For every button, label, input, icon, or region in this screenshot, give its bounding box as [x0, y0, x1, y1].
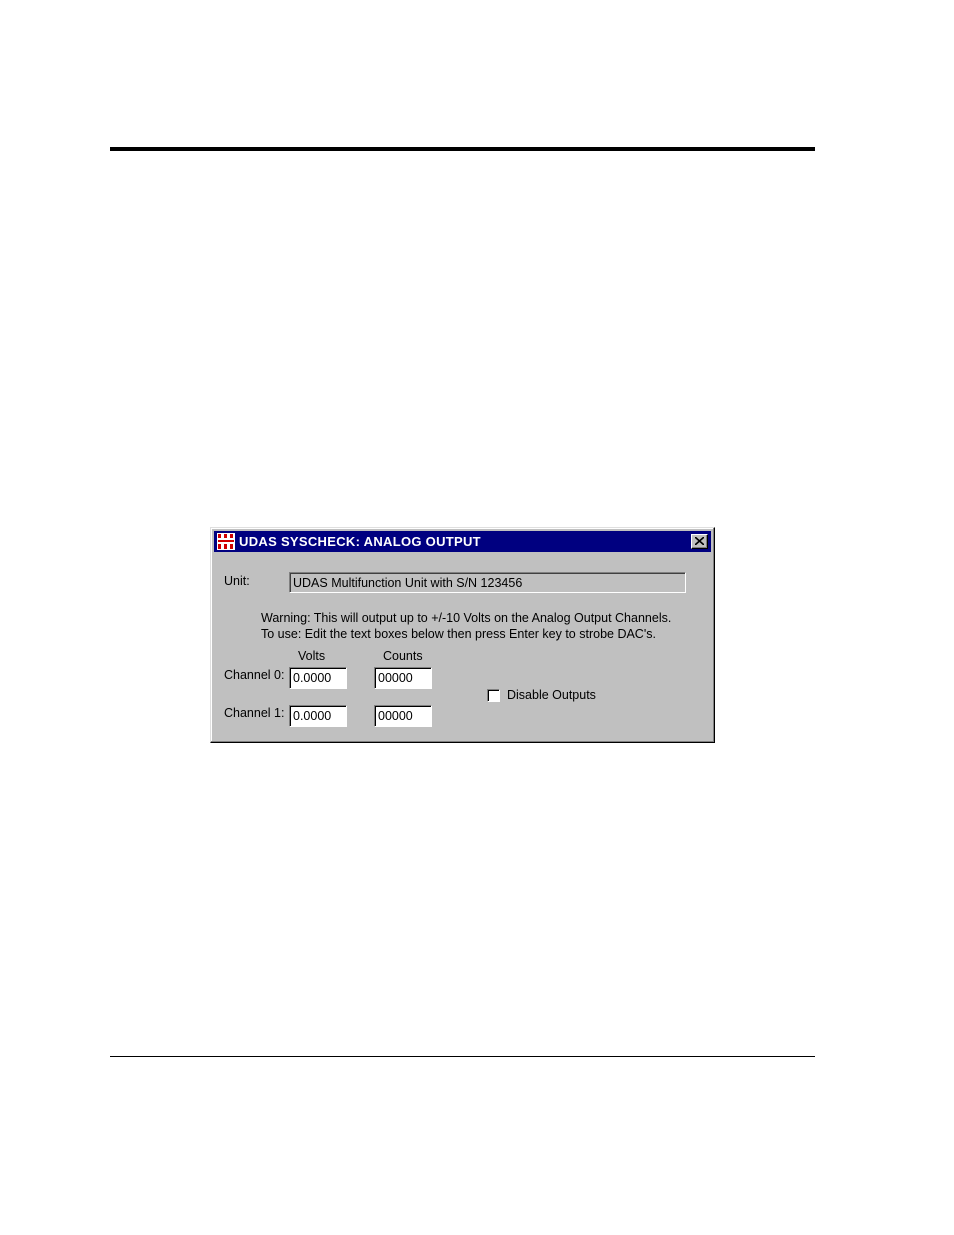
disable-outputs-label[interactable]: Disable Outputs: [507, 688, 596, 702]
unit-label: Unit:: [224, 574, 250, 588]
channel-0-counts-field: [374, 667, 432, 689]
channel-0-volts-input[interactable]: [292, 670, 345, 686]
analog-output-dialog: [210, 527, 715, 743]
warning-line-1: Warning: This will output up to +/-10 Volts on the Analog Output Channels.: [261, 611, 672, 625]
channel-1-label: Channel 1:: [224, 706, 285, 720]
page-top-rule: [110, 147, 815, 151]
disable-outputs-checkbox[interactable]: [487, 689, 500, 702]
page-bottom-rule: [110, 1056, 815, 1057]
channel-0-volts-field: [289, 667, 347, 689]
channel-1-counts-input[interactable]: [377, 708, 430, 724]
channel-1-volts-input[interactable]: [292, 708, 345, 724]
close-icon: [695, 537, 704, 545]
unit-readonly-field: UDAS Multifunction Unit with S/N 123456: [289, 572, 686, 593]
channel-1-volts-field: [289, 705, 347, 727]
title-bar[interactable]: [214, 531, 711, 552]
channel-0-label: Channel 0:: [224, 668, 285, 682]
channel-0-counts-input[interactable]: [377, 670, 430, 686]
window-title: UDAS SYSCHECK: ANALOG OUTPUT: [239, 534, 481, 549]
counts-column-header: Counts: [383, 649, 423, 663]
volts-column-header: Volts: [298, 649, 326, 663]
warning-line-2: To use: Edit the text boxes below then press Enter key to strobe DAC's.: [261, 627, 656, 641]
channel-1-counts-field: [374, 705, 432, 727]
close-button[interactable]: [691, 534, 708, 549]
udas-app-icon[interactable]: [217, 533, 235, 550]
